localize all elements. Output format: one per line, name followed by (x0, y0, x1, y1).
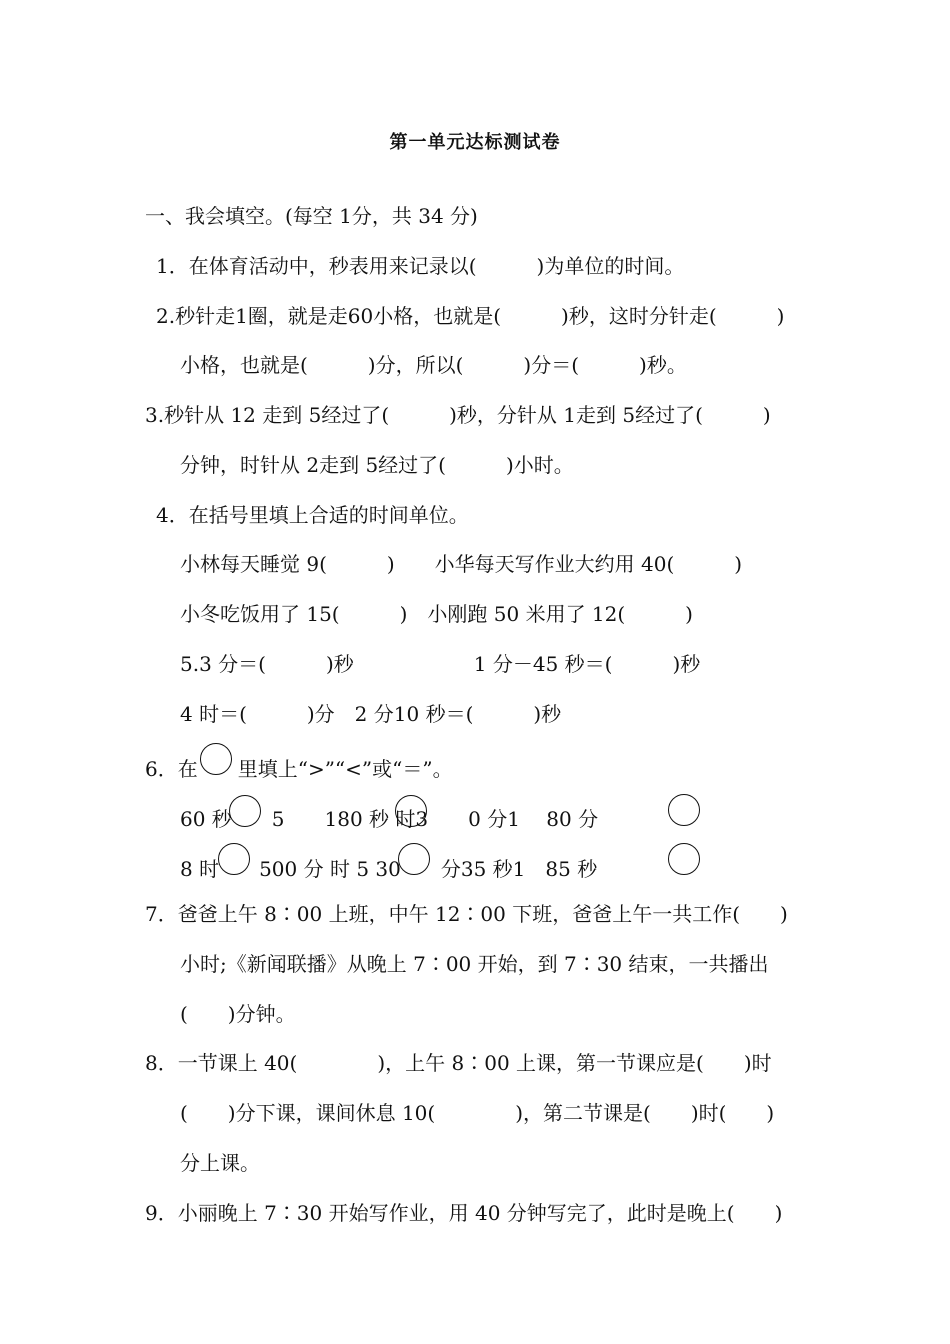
page-title: 第一单元达标测试卷 (389, 132, 561, 153)
compare-circle (668, 843, 700, 875)
question-5-line-1: 5.3 分＝( )秒 1 分－45 秒＝( )秒 (180, 652, 701, 676)
question-3-line-2: 分钟，时针从 2走到 5经过了( )小时。 (180, 453, 574, 477)
compare-circle (200, 743, 232, 775)
question-9: 9．小丽晚上 7∶30 开始写作业，用 40 分钟写完了，此时是晚上( ) (145, 1201, 783, 1225)
question-4-line-2: 小冬吃饭用了 15( ) 小刚跑 50 米用了 12( ) (180, 602, 693, 626)
question-6-line-1: 60 秒 5 180 秒 时3 0 分1 80 分 (180, 807, 599, 831)
question-8-line-1: 8．一节课上 40( )，上午 8∶00 上课，第一节课应是( )时 (145, 1051, 772, 1075)
question-2-line-2: 小格，也就是( )分，所以( )分＝( )秒。 (180, 353, 687, 377)
question-2-line-1: 2.秒针走1圈，就是走60小格，也就是( )秒，这时分针走( ) (156, 304, 785, 328)
question-8-line-3: 分上课。 (180, 1151, 260, 1175)
compare-circle (395, 795, 427, 827)
section-heading: 一、我会填空。(每空 1分，共 34 分) (145, 204, 478, 228)
question-1: 1．在体育活动中，秒表用来记录以( )为单位的时间。 (156, 254, 685, 278)
question-6: 6．在 里填上“>”“<”或“＝”。 (145, 757, 453, 781)
question-4-line-1: 小林每天睡觉 9( ) 小华每天写作业大约用 40( ) (180, 552, 743, 576)
question-7-line-3: ( )分钟。 (180, 1002, 296, 1026)
question-7-line-1: 7．爸爸上午 8∶00 上班，中午 12∶00 下班，爸爸上午一共工作( ) (145, 902, 788, 926)
compare-circle (229, 795, 261, 827)
compare-circle (668, 794, 700, 826)
question-4: 4．在括号里填上合适的时间单位。 (156, 503, 469, 527)
compare-circle (398, 843, 430, 875)
question-3-line-1: 3.秒针从 12 走到 5经过了( )秒，分针从 1走到 5经过了( ) (145, 403, 771, 427)
question-6-line-2: 8 时 500 分 时 5 30 分35 秒1 85 秒 (180, 857, 598, 881)
question-5-line-2: 4 时＝( )分 2 分10 秒＝( )秒 (180, 702, 562, 726)
question-7-line-2: 小时;《新闻联播》从晚上 7∶00 开始，到 7∶30 结束，一共播出 (180, 952, 769, 976)
compare-circle (218, 843, 250, 875)
question-8-line-2: ( )分下课，课间休息 10( )，第二节课是( )时( ) (180, 1101, 775, 1125)
